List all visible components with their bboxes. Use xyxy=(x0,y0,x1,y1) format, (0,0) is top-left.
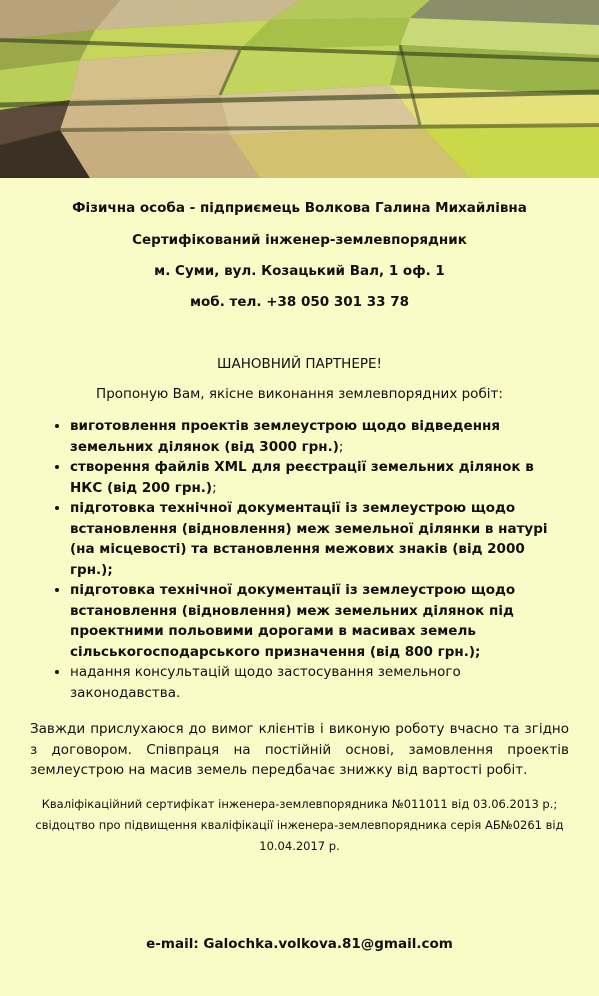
service-text: підготовка технічної документації із землеустрою щодо встановлення (відновлення) меж земельної ділянки в натурі (на місцевості) та встановлення межових знаків (від 2000 грн.); xyxy=(70,500,548,578)
address: м. Суми, вул. Козацький Вал, 1 оф. 1 xyxy=(154,263,445,279)
list-item xyxy=(70,580,569,662)
email-address: e-mail: Galochka.volkova.81@gmail.com xyxy=(146,936,453,952)
certificate-info: Кваліфікаційний сертифікат інженера-землевпорядника №011011 від 03.06.2013 р.; свідоцтво про підвищення кваліфікації інженера-землевпорядника серія АБ№0261 від 10.04.2017 р. xyxy=(35,797,564,853)
service-tail: ; xyxy=(338,438,344,455)
list-item xyxy=(70,662,569,703)
cooperation-paragraph: Завжди прислухаюся до вимог клієнтів і виконую роботу вчасно та згідно з договором. Співпраця на постійній основі, замовлення проектів землеустрою на масив земель передбачає знижку від вартості робіт. xyxy=(30,721,569,778)
intro-text: Пропоную Вам, якісне виконання землевпорядних робіт: xyxy=(96,386,503,402)
list-item xyxy=(70,457,569,498)
service-text: створення файлів XML для реєстрації земельних ділянок в НКС (від 200 грн.) xyxy=(70,459,534,496)
header-landscape-photo xyxy=(0,0,599,178)
service-text: виготовлення проектів землеустрою щодо відведення земельних ділянок (від 3000 грн.) xyxy=(70,418,501,455)
entrepreneur-name: Фізична особа - підприємець Волкова Галина Михайлівна xyxy=(72,200,527,216)
list-item xyxy=(70,416,569,457)
greeting: ШАНОВНИЙ ПАРТНЕРЕ! xyxy=(217,356,382,372)
phone: моб. тел. +38 050 301 33 78 xyxy=(189,294,410,310)
service-tail: ; xyxy=(212,479,217,496)
list-item xyxy=(70,498,569,580)
services-list xyxy=(30,416,569,703)
service-tail: надання консультацій щодо застосування земельного законодавства. xyxy=(70,664,461,701)
service-text: підготовка технічної документації із землеустрою щодо встановлення (відновлення) меж земельних ділянок під проектними польовими дорогами в масивах земель сільськогосподарського призначення (від 800 грн.); xyxy=(70,582,516,660)
job-title: Сертифікований інженер-землевпорядник xyxy=(132,232,467,248)
